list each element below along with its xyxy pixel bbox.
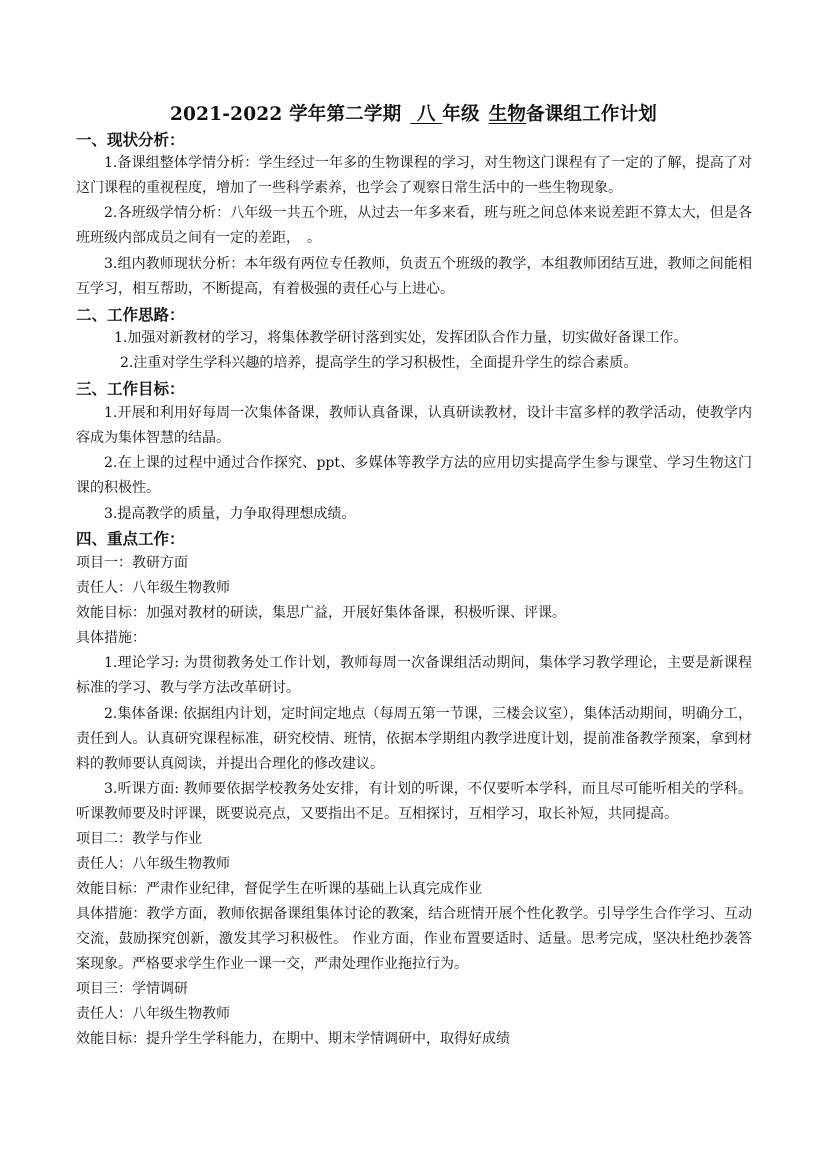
title-grade: 八 — [416, 104, 436, 125]
paragraph-approach-2: 2.注重对学生学科兴趣的培养，提高学生的学习积极性，全面提升学生的综合素质。 — [120, 355, 638, 371]
project-3-owner: 责任人：八年级生物教师 — [76, 1006, 230, 1022]
title-rest: 备课组工作计划 — [526, 104, 658, 125]
project-1-goal: 效能目标：加强对教材的研读，集思广益，开展好集体备课，积极听课、评课。 — [76, 605, 566, 621]
project-1-measure-theory: 1.理论学习: 为贯彻教务处工作计划，教师每周一次备课组活动期间，集体学习教学理论，主要是新课程标准的学习、教与学方法改革研讨。 — [76, 655, 752, 696]
project-1-measure-observation: 3.听课方面: 教师要依据学校教务处安排，有计划的听课，不仅要听本学科，而且尽可能听相关的学科。听课教师要及时评课，既要说亮点，又要指出不足。互相探讨，互相学习，取长补短，共同提高。 — [76, 781, 752, 822]
project-2-measures: 具体措施：教学方面，教师依据备课组集体讨论的教案，结合班情开展个性化教学。引导学生合作学习、互动交流，鼓励探究创新，激发其学习积极性。 作业方面，作业布置要适时、适量。思考完成，坚决杜绝抄袭答案现象。严格要求学生作业一课一交，严肃处理作业拖拉行为。 — [76, 906, 752, 972]
title-grade-suffix: 年级 — [442, 104, 480, 125]
paragraph-status-2: 2.各班级学情分析：八年级一共五个班，从过去一年多来看，班与班之间总体来说差距不算太大，但是各班班级内部成员之间有一定的差距， 。 — [76, 205, 752, 246]
paragraph-goals-3: 3.提高教学的质量，力争取得理想成绩。 — [104, 506, 356, 522]
section-heading-goals: 三、工作目标： — [76, 379, 185, 398]
section-heading-status: 一、现状分析： — [76, 130, 185, 149]
project-2-owner: 责任人：八年级生物教师 — [76, 856, 230, 872]
document-title — [0, 100, 827, 126]
paragraph-approach-1: 1.加强对新教材的学习，将集体教学研讨落到实处，发挥团队合作力量，切实做好备课工作。 — [114, 330, 688, 346]
project-1-owner: 责任人：八年级生物教师 — [76, 580, 230, 596]
project-1-title: 项目一：教研方面 — [76, 555, 188, 571]
section-heading-key-work: 四、重点工作： — [76, 529, 185, 548]
project-1-measures-label: 具体措施： — [76, 630, 146, 646]
paragraph-status-1: 1.备课组整体学情分析：学生经过一年多的生物课程的学习，对生物这门课程有了一定的了解，提高了对这门课程的重视程度，增加了一些科学素养，也学会了观察日常生活中的一些生物现象。 — [76, 155, 752, 196]
section-heading-approach: 二、工作思路： — [76, 305, 185, 324]
title-year-term: 2021-2022 学年第二学期 — [169, 104, 402, 125]
project-3-title: 项目三：学情调研 — [76, 981, 188, 997]
title-subject: 生物 — [488, 104, 527, 125]
paragraph-goals-2: 2.在上课的过程中通过合作探究、ppt、多媒体等教学方法的应用切实提高学生参与课堂、学习生物这门课的积极性。 — [76, 455, 752, 496]
project-3-goal: 效能目标：提升学生学科能力，在期中、期末学情调研中，取得好成绩 — [76, 1031, 510, 1047]
project-2-title: 项目二：教学与作业 — [76, 831, 202, 847]
project-2-goal: 效能目标：严肃作业纪律，督促学生在听课的基础上认真完成作业 — [76, 881, 482, 897]
paragraph-goals-1: 1.开展和利用好每周一次集体备课，教师认真备课，认真研读教材，设计丰富多样的教学活动，使教学内容成为集体智慧的结晶。 — [76, 405, 752, 446]
paragraph-status-3: 3.组内教师现状分析：本年级有两位专任教师，负责五个班级的教学，本组教师团结互进，教师之间能相互学习，相互帮助，不断提高，有着极强的责任心与上进心。 — [76, 256, 752, 297]
project-1-measure-prep: 2.集体备课: 依据组内计划，定时间定地点（每周五第一节课，三楼会议室），集体活动期间，明确分工，责任到人。认真研究课程标准，研究校情、班情，依据本学期组内教学进度计划，提前准备教学预案，拿到材料的教师要认真阅读，并提出合理化的修改建议。 — [76, 706, 752, 772]
